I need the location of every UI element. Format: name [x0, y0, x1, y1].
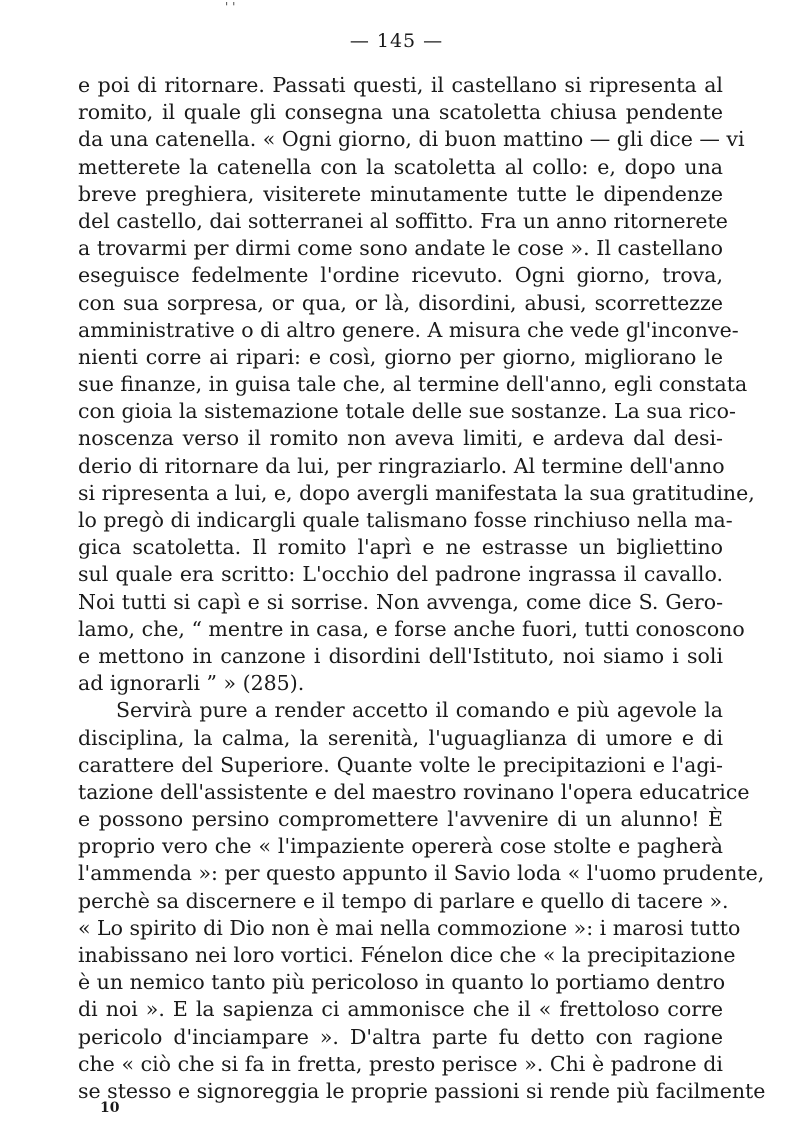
- text-line: e possono persino compromettere l'avvenire di un alunno! È: [78, 807, 723, 832]
- text-line: inabissano nei loro vortici. Fénelon dice che « la precipitazione: [78, 943, 736, 967]
- print-speck: ' ': [225, 0, 236, 14]
- text-line: da una catenella. « Ogni giorno, di buon mattino — gli dice — vi: [78, 127, 745, 152]
- text-line: romito, il quale gli consegna una scatoletta chiusa pendente: [78, 100, 723, 125]
- text-line: proprio vero che « l'impaziente opererà cose stolte e pagherà: [78, 834, 723, 859]
- text-line: lo pregò di indicargli quale talismano fosse rinchiuso nella ma-: [78, 508, 733, 532]
- text-line: gica scatoletta. Il romito l'aprì e ne estrasse un bigliettino: [78, 535, 723, 560]
- text-line: l'ammenda »: per questo appunto il Savio loda « l'uomo prudente,: [78, 861, 765, 886]
- text-line: nienti corre ai ripari: e così, giorno per giorno, migliorano le: [78, 344, 723, 369]
- text-line: che « ciò che si fa in fretta, presto perisce ». Chi è padrone di: [78, 1051, 723, 1076]
- text-line: e poi di ritornare. Passati questi, il castellano si ripresenta al: [78, 73, 723, 97]
- text-line: pericolo d'inciampare ». D'altra parte fu detto con ragione: [78, 1024, 723, 1049]
- text-line: con gioia la sistemazione totale delle sue sostanze. La sua rico-: [78, 399, 736, 424]
- text-line: a trovarmi per dirmi come sono andate le cose ». Il castellano: [78, 236, 723, 261]
- text-line: e mettono in canzone i disordini dell'Istituto, noi siamo i soli: [78, 643, 723, 668]
- text-line: di noi ». E la sapienza ci ammonisce che il « frettoloso corre: [78, 997, 723, 1022]
- body-text: [78, 72, 766, 1105]
- text-line: sul quale era scritto: L'occhio del padrone ingrassa il cavallo.: [78, 562, 723, 587]
- text-line: sue finanze, in guisa tale che, al termine dell'anno, egli constata: [78, 372, 748, 397]
- text-line: lamo, che, “ mentre in casa, e forse anche fuori, tutti conoscono: [78, 616, 745, 641]
- text-line: con sua sorpresa, or qua, or là, disordini, abusi, scorrettezze: [78, 290, 723, 315]
- text-line: breve preghiera, visiterete minutamente tutte le dipendenze: [78, 181, 723, 206]
- page-number: — 145 —: [349, 30, 444, 52]
- text-line: « Lo spirito di Dio non è mai nella commozione »: i marosi tutto: [78, 915, 741, 940]
- text-line: ad ignorarli ” » (285).: [78, 671, 305, 696]
- text-line: disciplina, la calma, la serenità, l'uguaglianza di umore e di: [78, 725, 723, 750]
- text-line: carattere del Superiore. Quante volte le precipitazioni e l'agi-: [78, 752, 723, 777]
- text-line: derio di ritornare da lui, per ringraziarlo. Al termine dell'anno: [78, 453, 725, 478]
- text-line: metterete la catenella con la scatoletta al collo: e, dopo una: [78, 154, 723, 179]
- text-line: amministrative o di altro genere. A misura che vede gl'inconve-: [78, 317, 739, 342]
- text-line: tazione dell'assistente e del maestro rovinano l'opera educatrice: [78, 779, 750, 804]
- text-line: si ripresenta a lui, e, dopo avergli manifestata la sua gratitudine,: [78, 480, 755, 505]
- text-line: Servirà pure a render accetto il comando e più agevole la: [116, 698, 723, 723]
- text-line: Noi tutti si capì e si sorrise. Non avvenga, come dice S. Gero-: [78, 589, 723, 614]
- signature-mark: 10: [100, 1100, 120, 1116]
- text-line: noscenza verso il romito non aveva limiti, e ardeva dal desi-: [78, 426, 723, 451]
- text-line: se stesso e signoreggia le proprie passioni si rende più facilmente: [78, 1078, 766, 1103]
- text-line: del castello, dai sotterranei al soffitto. Fra un anno ritornerete: [78, 208, 728, 233]
- text-line: perchè sa discernere e il tempo di parlare e quello di tacere ».: [78, 888, 729, 913]
- text-line: è un nemico tanto più pericoloso in quanto lo portiamo dentro: [78, 970, 726, 995]
- text-line: eseguisce fedelmente l'ordine ricevuto. Ogni giorno, trova,: [78, 263, 723, 288]
